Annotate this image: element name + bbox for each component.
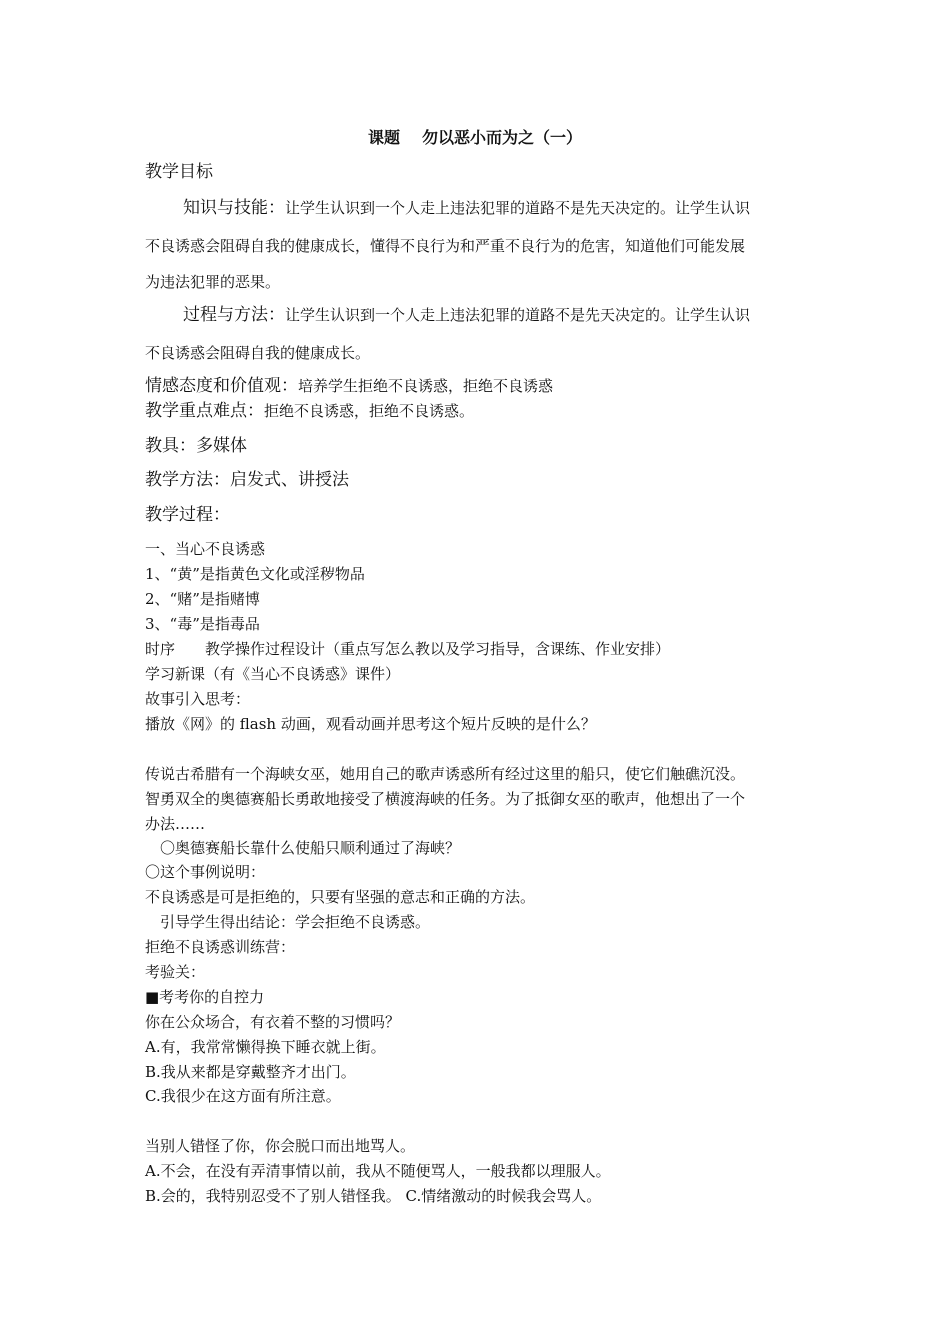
title-text: 勿以恶小而为之（一） (422, 128, 583, 147)
body-line: A.不会，在没有弄清事情以前，我从不随便骂人，一般我都以理服人。 (145, 1162, 611, 1180)
methods-line: 教学方法：启发式、讲授法 (145, 470, 349, 490)
body-line: 当别人错怪了你，你会脱口而出地骂人。 (145, 1137, 416, 1155)
body-line: 〇奥德赛船长靠什么使船只顺利通过了海峡？ (145, 839, 461, 857)
body-line: 1、“黄”是指黄色文化或淫秽物品 (145, 565, 365, 583)
knowledge-line-1 (183, 198, 750, 218)
body-line: ■考考你的自控力 (145, 988, 265, 1006)
key-points-text: 拒绝不良诱惑，拒绝不良诱惑。 (264, 402, 475, 420)
body-line: 你在公众场合，有衣着不整的习惯吗？ (145, 1013, 401, 1031)
body-line: A.有，我常常懒得换下睡衣就上街。 (145, 1038, 386, 1056)
knowledge-line-2: 不良诱惑会阻碍自我的健康成长，懂得不良行为和严重不良行为的危害，知道他们可能发展 (145, 237, 746, 255)
body-line: 3、“毒”是指毒品 (145, 615, 260, 633)
emotion-label: 情感态度和价值观： (145, 376, 298, 396)
knowledge-label: 知识与技能： (183, 198, 285, 218)
process-line-1 (183, 305, 750, 325)
emotion-text: 培养学生拒绝不良诱惑，拒绝不良诱惑 (298, 377, 554, 395)
body-line: B.我从来都是穿戴整齐才出门。 (145, 1063, 356, 1081)
objectives-heading: 教学目标 (145, 162, 213, 182)
body-line: 一、当心不良诱惑 (145, 540, 266, 558)
tools-line: 教具：多媒体 (145, 436, 247, 456)
title-label: 课题 (367, 128, 400, 147)
process-text-1: 让学生认识到一个人走上违法犯罪的道路不是先天决定的。让学生认识 (285, 306, 751, 324)
body-line: 办法…… (145, 815, 206, 833)
body-line: 不良诱惑是可是拒绝的，只要有坚强的意志和正确的方法。 (145, 888, 536, 906)
body-line: 学习新课（有《当心不良诱惑》课件） (145, 665, 401, 683)
knowledge-line-3: 为违法犯罪的恶果。 (145, 273, 281, 291)
body-line: 2、“赌”是指赌博 (145, 590, 260, 608)
body-line: 考验关： (145, 963, 206, 981)
body-line: B.会的，我特别忍受不了别人错怪我。 C.情绪激动的时候我会骂人。 (145, 1187, 602, 1205)
emotion-line (145, 376, 553, 396)
procedure-heading: 教学过程： (145, 505, 230, 525)
body-line: 时序 教学操作过程设计（重点写怎么教以及学习指导，含课练、作业安排） (145, 640, 671, 658)
knowledge-text-1: 让学生认识到一个人走上违法犯罪的道路不是先天决定的。让学生认识 (285, 199, 751, 217)
key-points-label: 教学重点难点： (145, 401, 264, 421)
body-line: 引导学生得出结论：学会拒绝不良诱惑。 (145, 913, 431, 931)
process-label: 过程与方法： (183, 305, 285, 325)
body-line: 智勇双全的奥德赛船长勇敢地接受了横渡海峡的任务。为了抵御女巫的歌声，他想出了一个 (145, 790, 746, 808)
body-line: 故事引入思考： (145, 690, 251, 708)
page-title (0, 128, 950, 148)
key-points-line (145, 401, 474, 421)
body-line: 播放《网》的 flash 动画，观看动画并思考这个短片反映的是什么？ (145, 715, 596, 733)
body-line: 〇这个事例说明： (145, 863, 266, 881)
body-line: 拒绝不良诱惑训练营： (145, 938, 296, 956)
body-line: C.我很少在这方面有所注意。 (145, 1087, 341, 1105)
body-line: 传说古希腊有一个海峡女巫，她用自己的歌声诱惑所有经过这里的船只，使它们触礁沉没。 (145, 765, 746, 783)
process-line-2: 不良诱惑会阻碍自我的健康成长。 (145, 344, 371, 362)
